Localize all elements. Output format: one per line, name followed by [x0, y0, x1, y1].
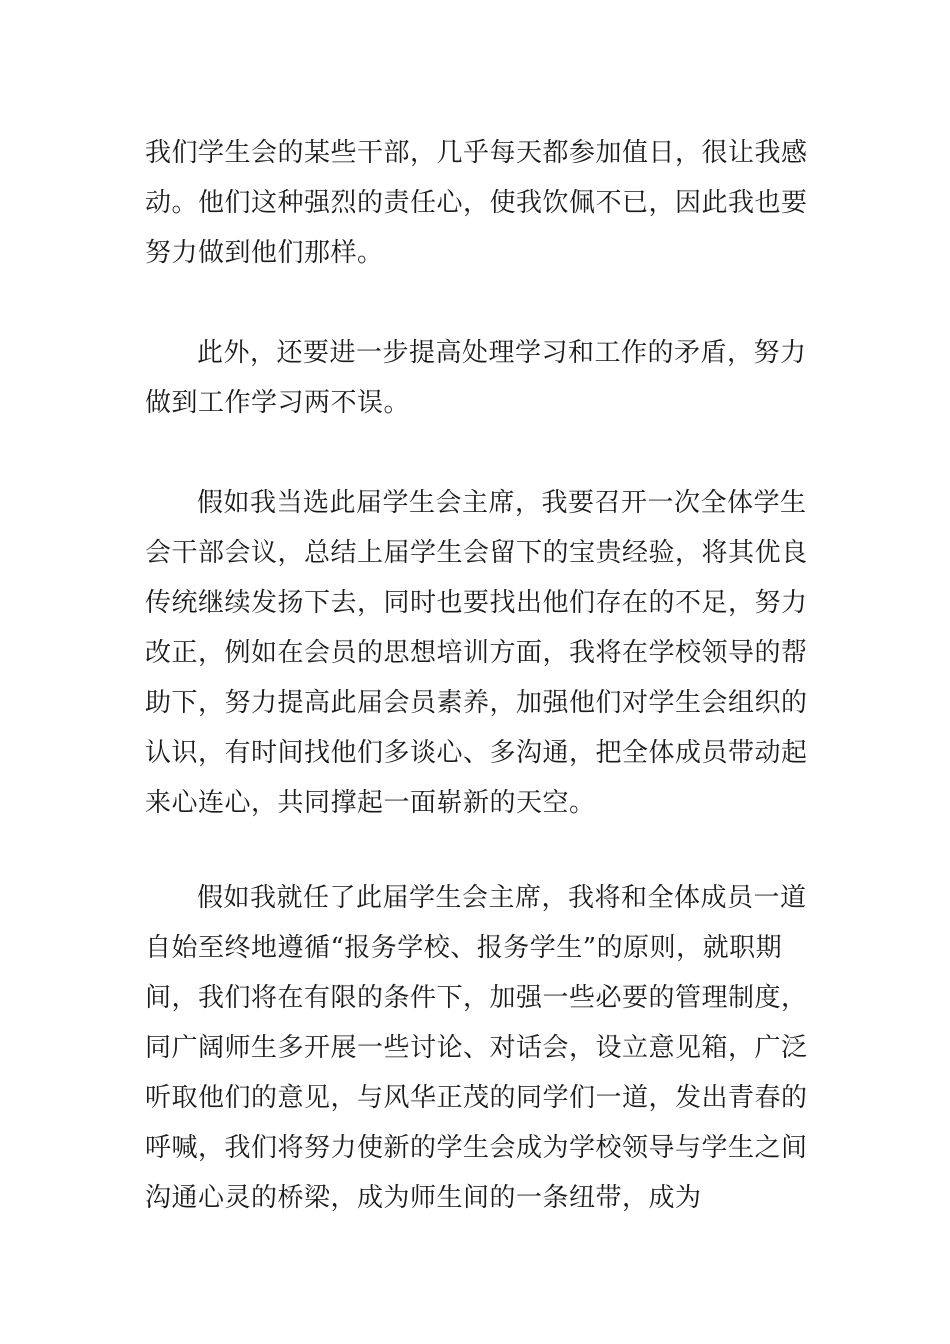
paragraph-4	[145, 873, 810, 1223]
paragraph-3	[145, 478, 810, 828]
paragraph-line: 假如我就任了此届学生会主席，我将和全体成员一道	[197, 883, 807, 913]
paragraph-line: 传统继续发扬下去，同时也要找出他们存在的不足，努力	[145, 588, 808, 618]
paragraph-line: 假如我当选此届学生会主席，我要召开一次全体学生	[197, 488, 807, 518]
paragraph-line: 此外，还要进一步提高处理学习和工作的矛盾，努力	[197, 338, 807, 368]
paragraph-line: 间，我们将在有限的条件下，加强一些必要的管理制度，	[145, 983, 808, 1013]
paragraph-1	[145, 128, 810, 278]
paragraph-2	[145, 328, 810, 428]
paragraph-line: 改正，例如在会员的思想培训方面，我将在学校领导的帮	[145, 638, 808, 668]
paragraph-line: 努力做到他们那样。	[145, 238, 384, 268]
paragraph-line: 沟通心灵的桥梁，成为师生间的一条纽带，成为	[145, 1183, 702, 1213]
paragraph-line: 来心连心，共同撑起一面崭新的天空。	[145, 788, 596, 818]
paragraph-line: 会干部会议，总结上届学生会留下的宝贵经验，将其优良	[145, 538, 808, 568]
paragraph-line: 动。他们这种强烈的责任心，使我饮佩不已，因此我也要	[145, 188, 808, 218]
paragraph-line: 我们学生会的某些干部，几乎每天都参加值日，很让我感	[145, 138, 808, 168]
paragraph-line: 认识，有时间找他们多谈心、多沟通，把全体成员带动起	[145, 738, 808, 768]
paragraph-line: 同广阔师生多开展一些讨论、对话会，设立意见箱，广泛	[145, 1033, 808, 1063]
paragraph-line: 助下，努力提高此届会员素养，加强他们对学生会组织的	[145, 688, 808, 718]
paragraph-line: 自始至终地遵循“报务学校、报务学生”的原则，就职期	[145, 933, 783, 963]
paragraph-line: 做到工作学习两不误。	[145, 388, 411, 418]
paragraph-line: 听取他们的意见，与风华正茂的同学们一道，发出青春的	[145, 1083, 808, 1113]
paragraph-line: 呼喊，我们将努力使新的学生会成为学校领导与学生之间	[145, 1133, 808, 1163]
